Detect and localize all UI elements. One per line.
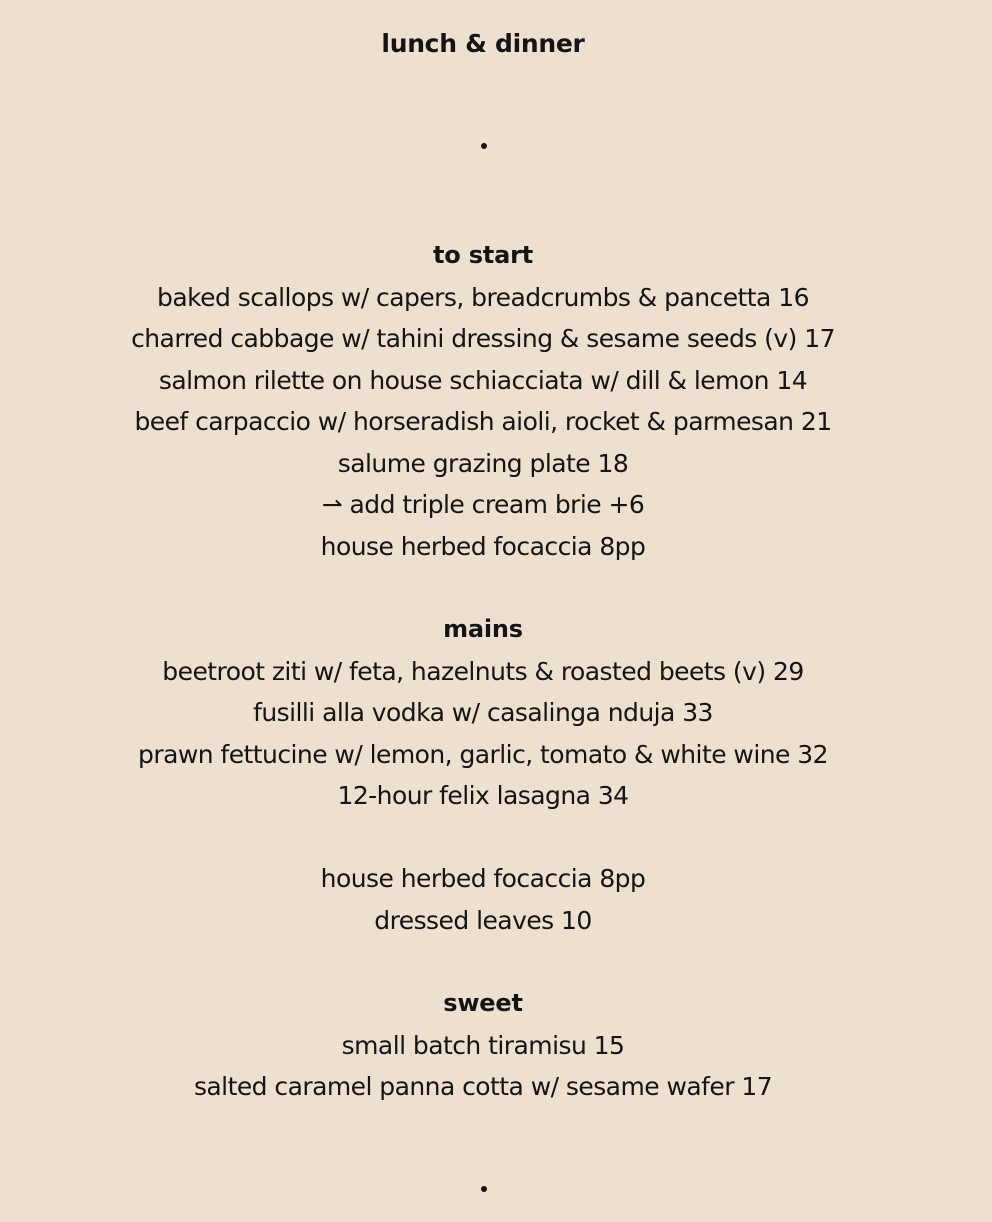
section-heading: sweet (443, 989, 523, 1017)
section-sweet (0, 983, 966, 1108)
arrow-right-icon: ⇀ (321, 490, 343, 519)
section-mains (0, 609, 966, 941)
menu-item: fusilli alla vodka w/ casalinga nduja 33 (253, 698, 713, 727)
divider-dot-bottom (481, 1186, 487, 1192)
divider-dot-top (481, 143, 487, 149)
section-heading: to start (433, 241, 533, 269)
menu-item: charred cabbage w/ tahini dressing & sesame seeds (v) 17 (131, 324, 835, 353)
menu-item: baked scallops w/ capers, breadcrumbs & pancetta 16 (157, 282, 809, 312)
side-item: house herbed focaccia 8pp (320, 864, 646, 893)
menu-item: salmon rilette on house schiacciata w/ dill & lemon 14 (158, 365, 808, 395)
addon-label: add triple cream brie +6 (349, 490, 645, 519)
menu-title: lunch & dinner (381, 29, 585, 58)
menu-item: 12-hour felix lasagna 34 (337, 781, 629, 810)
section-heading: mains (443, 615, 523, 643)
menu-item: prawn fettucine w/ lemon, garlic, tomato & white wine 32 (138, 739, 828, 769)
menu-item: salume grazing plate 18 (337, 448, 629, 478)
menu-item: house herbed focaccia 8pp (320, 531, 646, 561)
menu-item: salted caramel panna cotta w/ sesame wafer 17 (193, 1072, 773, 1101)
menu-item: small batch tiramisu 15 (341, 1030, 625, 1060)
spacer (0, 817, 966, 859)
menu-item-addon (0, 484, 966, 526)
menu-item: beef carpaccio w/ horseradish aioli, rocket & parmesan 21 (134, 407, 832, 436)
side-item: dressed leaves 10 (374, 905, 592, 935)
section-to-start (0, 235, 966, 567)
menu-item: beetroot ziti w/ feta, hazelnuts & roasted beets (v) 29 (162, 656, 804, 686)
